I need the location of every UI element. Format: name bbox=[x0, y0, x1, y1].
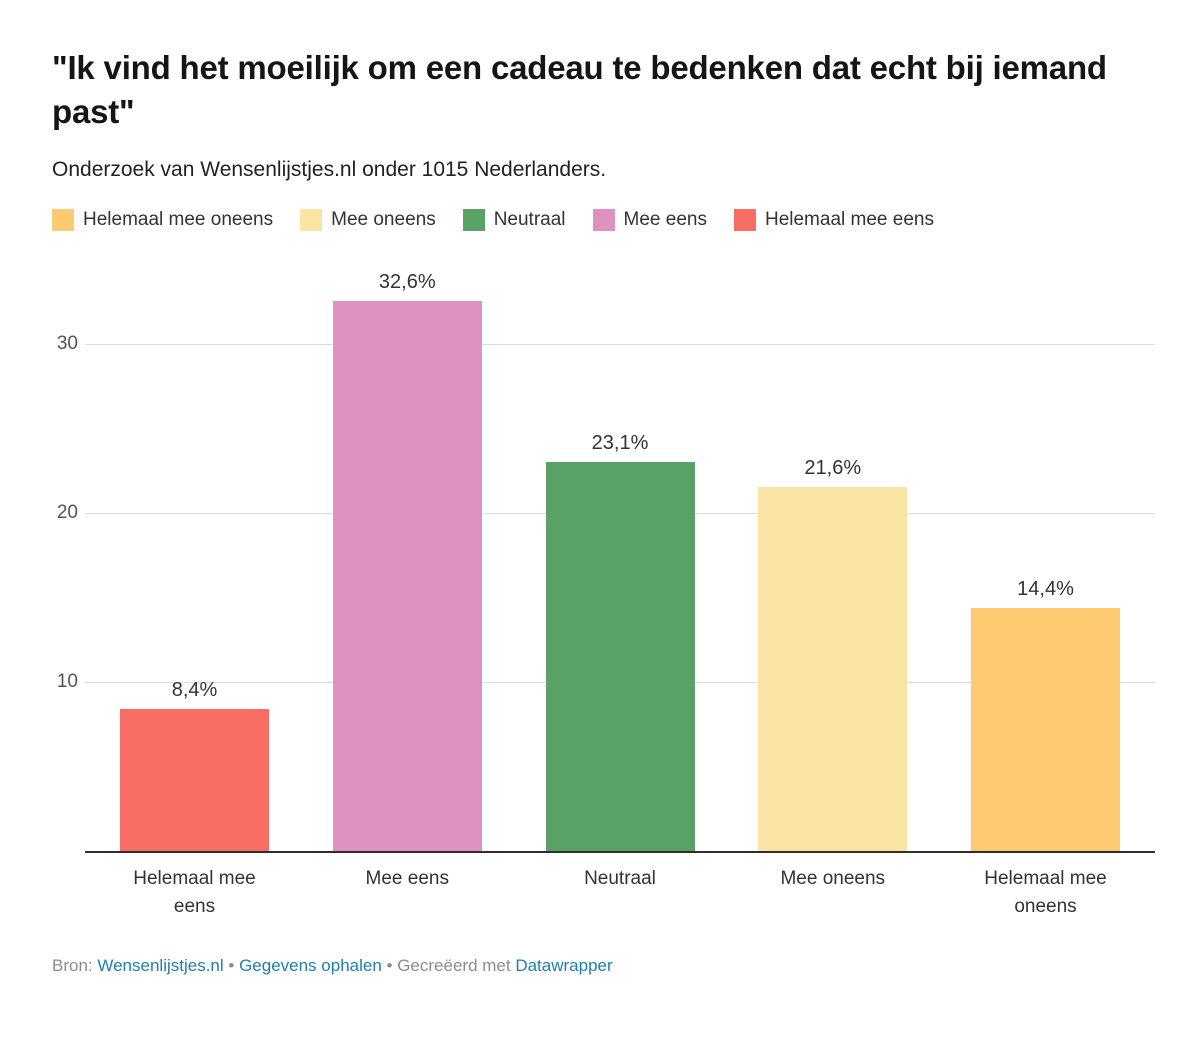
bars-group bbox=[85, 261, 1155, 851]
legend-label: Mee oneens bbox=[331, 209, 436, 231]
bar-helemaal-mee-oneens bbox=[971, 608, 1120, 851]
bar-neutraal bbox=[546, 462, 695, 851]
legend-label: Helemaal mee oneens bbox=[83, 209, 274, 231]
chart-subtitle: Onderzoek van Wensenlijstjes.nl onder 1015 Nederlanders. bbox=[52, 158, 607, 182]
bar-value-label: 21,6% bbox=[804, 457, 862, 480]
footer bbox=[52, 956, 1155, 976]
footer-link-gegevens-ophalen[interactable]: Gegevens ophalen bbox=[239, 956, 382, 976]
y-tick-label-10: 10 bbox=[56, 670, 78, 692]
bar-mee-eens bbox=[333, 301, 482, 851]
bar-column-neutraal bbox=[546, 432, 695, 851]
bar-column-mee-eens bbox=[333, 271, 482, 851]
bar-value-label: 8,4% bbox=[171, 679, 218, 702]
x-axis-label-mee-eens: Mee eens bbox=[365, 868, 449, 890]
bar-helemaal-mee-eens bbox=[120, 709, 269, 851]
legend-label: Helemaal mee eens bbox=[764, 209, 934, 231]
x-axis-labels bbox=[85, 865, 1155, 920]
footer-text: Bron: bbox=[52, 956, 98, 976]
legend-swatch-icon bbox=[734, 209, 756, 231]
footer-text: Gecreëerd met bbox=[397, 956, 516, 976]
x-axis-label-mee-oneens: Mee oneens bbox=[780, 868, 886, 890]
legend-swatch-icon bbox=[463, 209, 485, 231]
legend-swatch-icon bbox=[52, 209, 74, 231]
chart-title: "Ik vind het moeilijk om een cadeau te bedenken dat echt bij iemand past" bbox=[52, 49, 1107, 130]
y-tick-label-30: 30 bbox=[56, 333, 78, 355]
bar-value-label: 32,6% bbox=[378, 271, 436, 294]
footer-link-datawrapper[interactable]: Datawrapper bbox=[515, 956, 613, 976]
x-axis-label-neutraal: Neutraal bbox=[584, 868, 656, 890]
footer-text: • bbox=[381, 956, 398, 976]
legend-label: Neutraal bbox=[493, 209, 566, 231]
legend-item-mee-oneens bbox=[300, 209, 436, 231]
legend-item-mee-eens bbox=[593, 209, 707, 231]
bar-value-label: 14,4% bbox=[1017, 578, 1074, 601]
legend-label: Mee eens bbox=[623, 209, 707, 231]
legend-item-helemaal-mee-eens bbox=[734, 209, 934, 231]
bar-mee-oneens bbox=[758, 487, 907, 851]
legend-item-neutraal bbox=[463, 209, 566, 231]
legend bbox=[52, 209, 1155, 231]
footer-link-wensenlijstjes-nl[interactable]: Wensenlijstjes.nl bbox=[97, 956, 224, 976]
bar-column-helemaal-mee-oneens bbox=[971, 578, 1120, 851]
footer-text: • bbox=[223, 956, 240, 976]
bar-column-mee-oneens bbox=[758, 457, 907, 851]
x-axis-label-helemaal-mee-oneens: Helemaal mee oneens bbox=[984, 868, 1107, 917]
x-axis-baseline bbox=[85, 851, 1155, 853]
bar-column-helemaal-mee-eens bbox=[120, 679, 269, 851]
x-axis-label-helemaal-mee-eens: Helemaal mee eens bbox=[133, 868, 256, 917]
plot-area bbox=[56, 261, 1155, 851]
legend-swatch-icon bbox=[300, 209, 322, 231]
legend-item-helemaal-mee-oneens bbox=[52, 209, 273, 231]
y-tick-label-20: 20 bbox=[56, 501, 78, 523]
legend-swatch-icon bbox=[593, 209, 615, 231]
bar-value-label: 23,1% bbox=[591, 432, 649, 455]
